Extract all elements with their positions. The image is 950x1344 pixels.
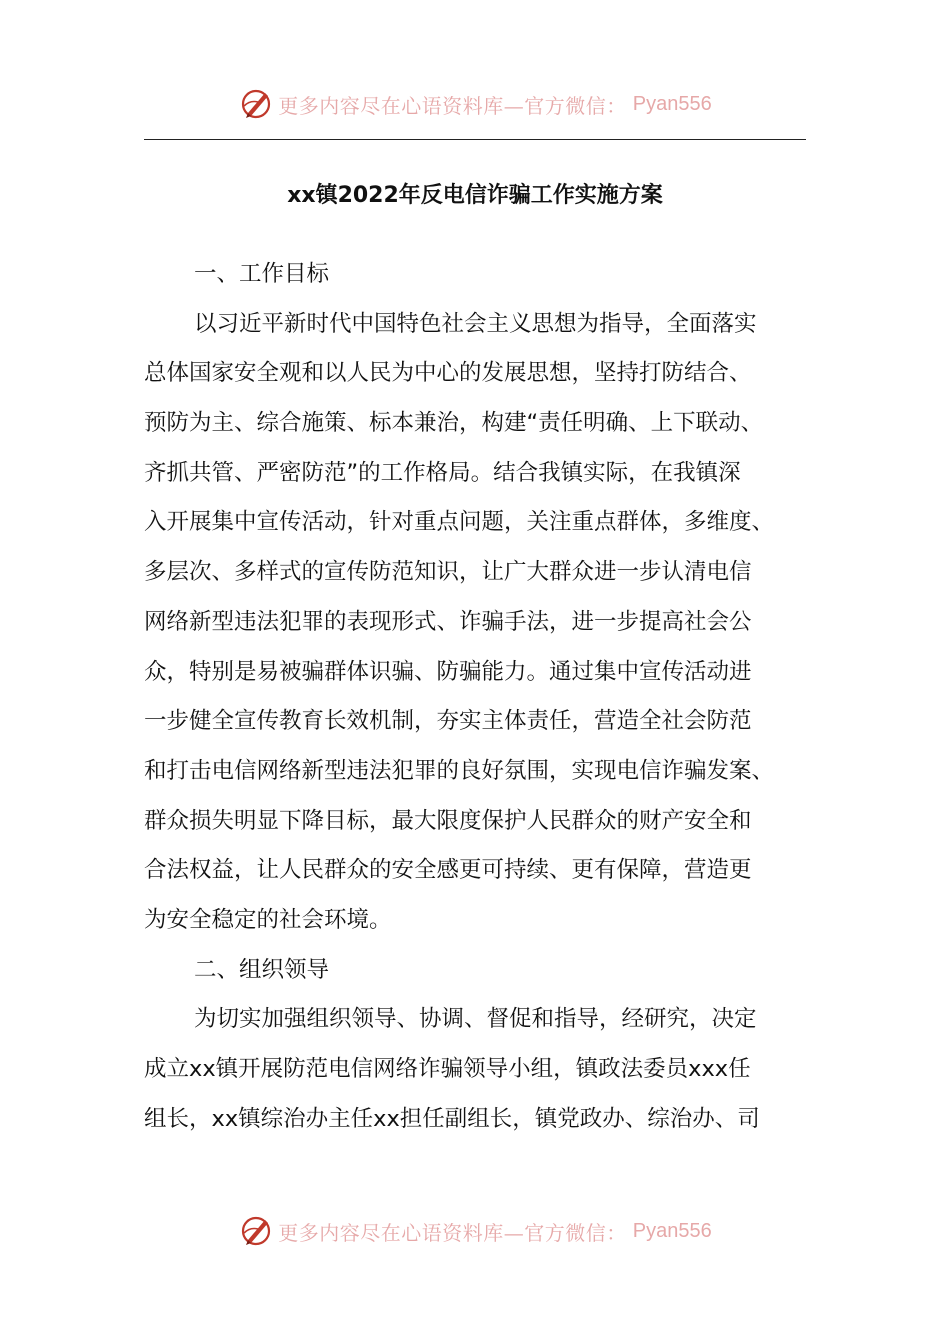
header-watermark-inner <box>238 86 711 122</box>
paragraph-line: 以习近平新时代中国特色社会主义思想为指导，全面落实 <box>194 310 757 337</box>
paragraph-line: 一步健全宣传教育长效机制，夯实主体责任，营造全社会防范 <box>144 708 752 735</box>
watermark-text: 更多内容尽在心语资料库—官方微信： <box>278 93 627 118</box>
paragraph-line: 预防为主、综合施策、标本兼治，构建“责任明确、上下联动、 <box>144 410 764 437</box>
paragraph-line: 组长，xx镇综治办主任xx担任副组长，镇党政办、综治办、司 <box>144 1105 760 1132</box>
header-divider <box>144 139 806 140</box>
paragraph-line: 合法权益，让人民群众的安全感更可持续、更有保障，营造更 <box>144 857 752 884</box>
paragraph-line: 网络新型违法犯罪的表现形式、诈骗手法，进一步提高社会公 <box>144 608 752 635</box>
paragraph-line: 成立xx镇开展防范电信网络诈骗领导小组，镇政法委员xxx任 <box>144 1056 751 1082</box>
section-heading-goals: 一、工作目标 <box>194 261 330 287</box>
paragraph-line: 和打击电信网络新型违法犯罪的良好氛围，实现电信诈骗发案、 <box>144 757 775 784</box>
section-heading-leadership: 二、组织领导 <box>194 956 330 983</box>
paragraph-line: 入开展集中宣传活动，针对重点问题，关注重点群体，多维度、 <box>144 509 775 536</box>
paragraph-line: 齐抓共管、严密防范”的工作格局。结合我镇实际，在我镇深 <box>144 459 741 486</box>
document-body <box>144 250 808 1144</box>
watermark-wechat-id: Pyan556 <box>632 1219 712 1242</box>
watermark-wechat-id: Pyan556 <box>632 92 712 115</box>
paragraph-line: 总体国家安全观和以人民为中心的发展思想，坚持打防结合、 <box>144 360 752 387</box>
paragraph-line: 为安全稳定的社会环境。 <box>144 906 392 933</box>
watermark-text: 更多内容尽在心语资料库—官方微信： <box>278 1220 627 1245</box>
footer-watermark <box>0 1211 950 1251</box>
paragraph-line: 众，特别是易被骗群体识骗、防骗能力。通过集中宣传活动进 <box>144 658 752 685</box>
document-title: xx镇2022年反电信诈骗工作实施方案 <box>287 183 663 208</box>
paragraph-line: 多层次、多样式的宣传防范知识，让广大群众进一步认清电信 <box>144 559 752 586</box>
paragraph-line: 为切实加强组织领导、协调、督促和指导，经研究，决定 <box>194 1006 757 1033</box>
paragraph-line: 群众损失明显下降目标，最大限度保护人民群众的财产安全和 <box>144 807 752 834</box>
header-watermark <box>0 84 950 124</box>
pen-logo-icon <box>238 86 274 122</box>
pen-logo-icon <box>238 1213 274 1249</box>
footer-watermark-inner <box>238 1213 711 1249</box>
